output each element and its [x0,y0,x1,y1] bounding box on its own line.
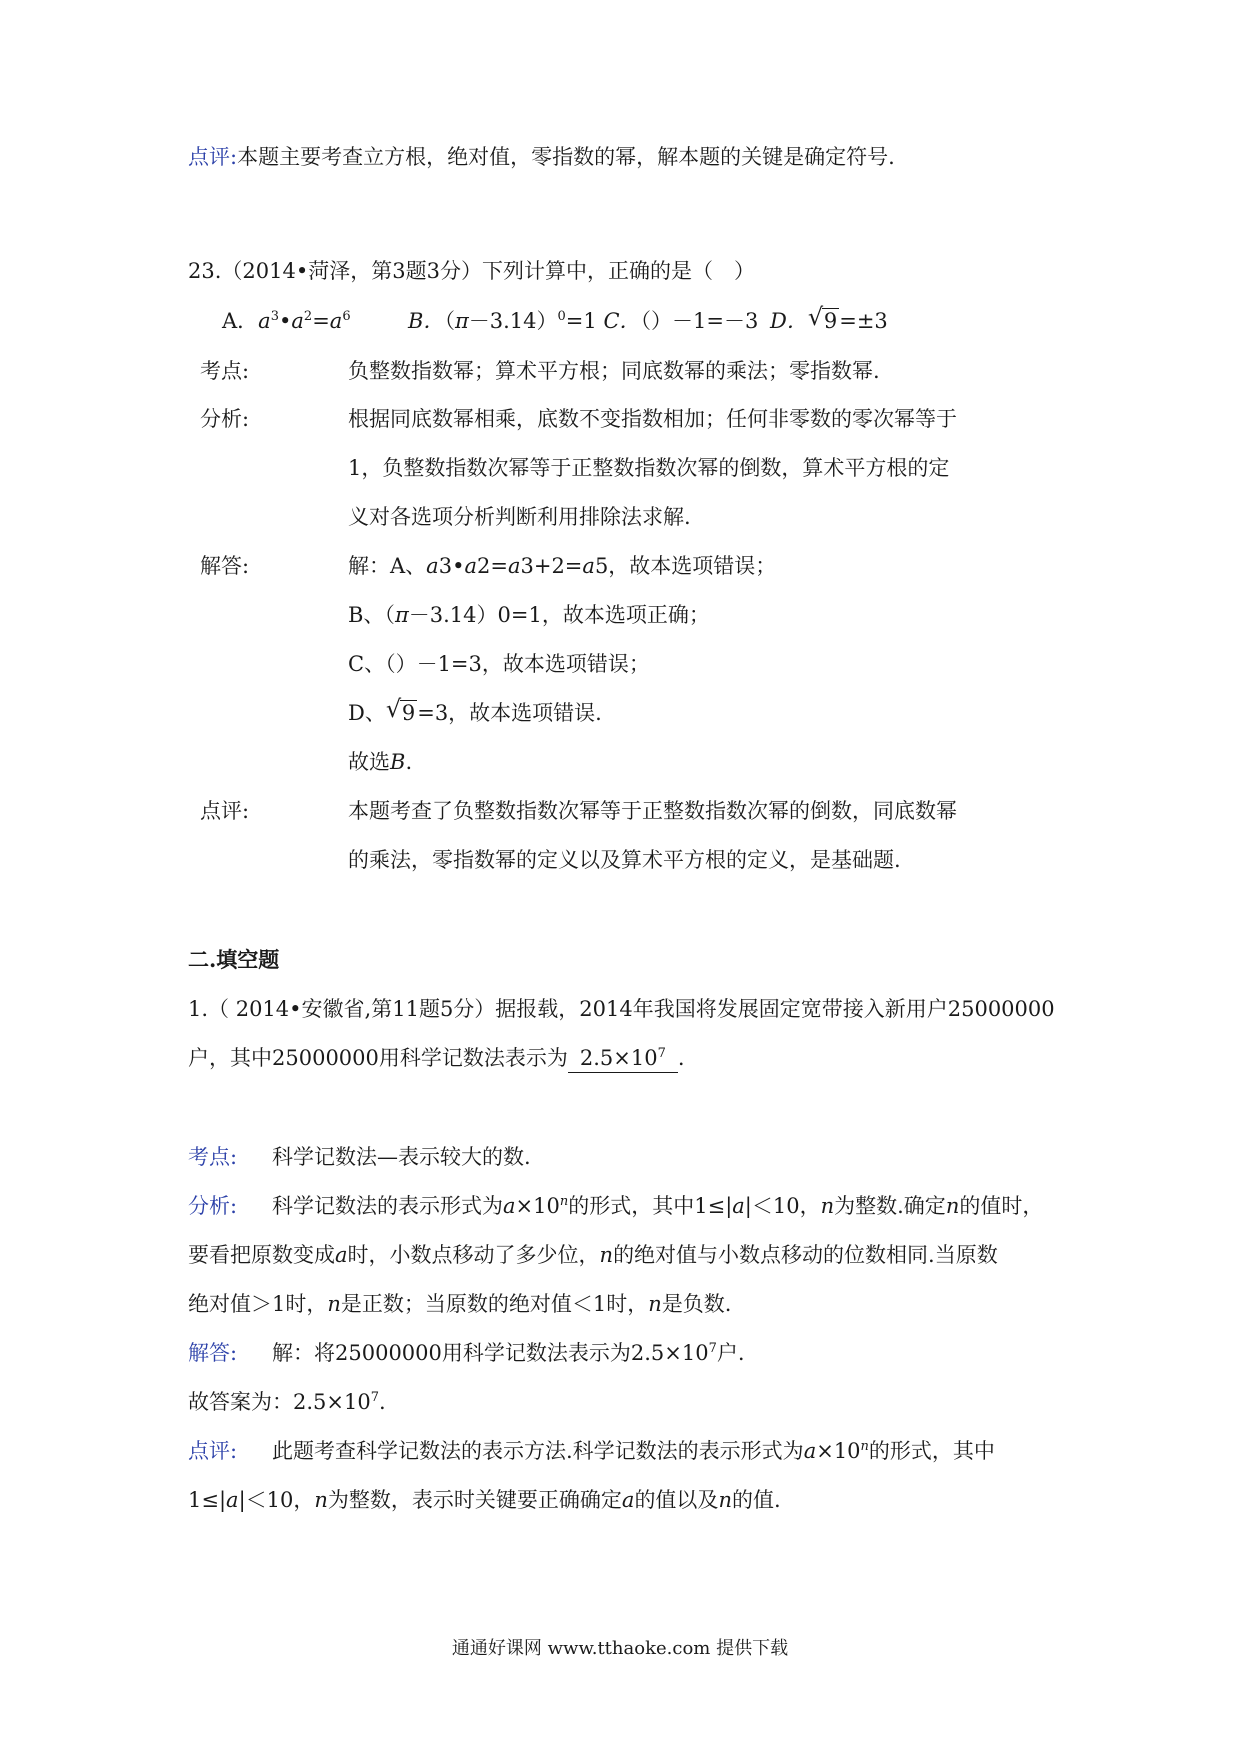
q1-kaodian: 考点: [188,1145,238,1169]
q1-jieda-text: 解：将25000000用科学记数法表示为$2.5\times 10^7$户. [272,1341,745,1365]
q23-jieda-line-4: D、 √ 9=3，故本选项错误. [348,695,602,725]
option-b-c: B．$(\pi-3.14)^0=1$ C．（）－1=－3 [408,309,759,333]
q23-kaodian-label: 考点: [200,359,250,383]
q23-fenxi-line-1: 根据同底数幂相乘，底数不变指数相加；任何非零数的零次幂等于 [348,407,957,431]
answer-blank: $2.5\times 10^7$ [568,1044,678,1073]
q23-fenxi-line-2: 1，负整数指数次幂等于正整数指数次幂的倒数，算术平方根的定 [348,456,950,480]
q23-fenxi-line-3: 义对各选项分析判断利用排除法求解. [348,505,691,529]
sqrt-symbol: √ 9 [807,303,838,333]
q23-dianping-line-1: 本题考查了负整数指数次幂等于正整数指数次幂的倒数，同底数幂 [348,799,957,823]
q23-dianping-line-2: 的乘法，零指数幂的定义以及算术平方根的定义，是基础题. [348,848,901,872]
q23-fenxi-label: 分析: [200,407,250,431]
q23-dianping-label: 点评: [200,799,250,823]
q1-dianping-line-2: 1≤|a|＜10，n为整数，表示时关键要正确确定a的值以及n的值. [188,1488,781,1512]
option-d: D． √ 9=±3 [770,303,888,333]
question-23-stem: 23.（2014•菏泽，第3题3分）下列计算中，正确的是（ ） [188,259,755,283]
top-comment [188,143,895,171]
q1-dianping-line-1: 此题考查科学记数法的表示方法.科学记数法的表示形式为$a\times 10^n$的形式，其中 [272,1439,995,1463]
q1-fenxi-label: 分析: [188,1194,238,1218]
q23-jieda-line-3: C、（）－1=3，故本选项错误； [348,652,650,676]
q1-fenxi-line-1: 科学记数法的表示形式为$a\times 10^n$的形式，其中1≤|a|＜10，n为整数.确定n的值时， [272,1194,1044,1218]
q23-kaodian-text: 负整数指数幂；算术平方根；同底数幂的乘法；零指数幂. [348,359,880,383]
q23-jieda-line-2: B、（π－3.14）0=1，故本选项正确； [348,603,710,627]
q1-dianping-label: 点评: [188,1439,238,1463]
q23-jieda-label: 解答: [200,554,250,578]
comment-text: 本题主要考查立方根，绝对值，零指数的幂，解本题的关键是确定符号. [237,145,895,169]
q1-kaodian-text: 科学记数法—表示较大的数. [272,1145,531,1169]
q23-jieda-line-5: 故选B. [348,750,413,774]
q1-jieda-label: 解答: [188,1341,238,1365]
q23-jieda-line-1: 解：A、a3•a2=a3+2=a5，故本选项错误； [348,554,777,578]
page-footer: 通通好课网 www.tthaoke.com 提供下载 [451,1638,789,1659]
sqrt-symbol: √ 9 [385,695,416,725]
option-a: A．$a^3•a^2=a^6$ [222,309,351,333]
q1-answer: 故答案为：$2.5\times 10^7$. [188,1390,386,1414]
q1-fenxi-line-3: 绝对值＞1时，n是正数；当原数的绝对值＜1时，n是负数. [188,1292,732,1316]
section-title: 二.填空题 [188,947,280,972]
q1-fenxi-line-2: 要看把原数变成a时，小数点移动了多少位，n的绝对值与小数点移动的位数相同.当原数 [188,1243,998,1267]
comment-label: 点评: [188,145,238,169]
q1-line-2: 户，其中25000000用科学记数法表示为 $2.5\times 10^7$ . [188,1044,685,1073]
q1-line-1: 1.（ 2014•安徽省,第11题5分）据报载，2014年我国将发展固定宽带接入新用户25000000 [188,997,1055,1021]
